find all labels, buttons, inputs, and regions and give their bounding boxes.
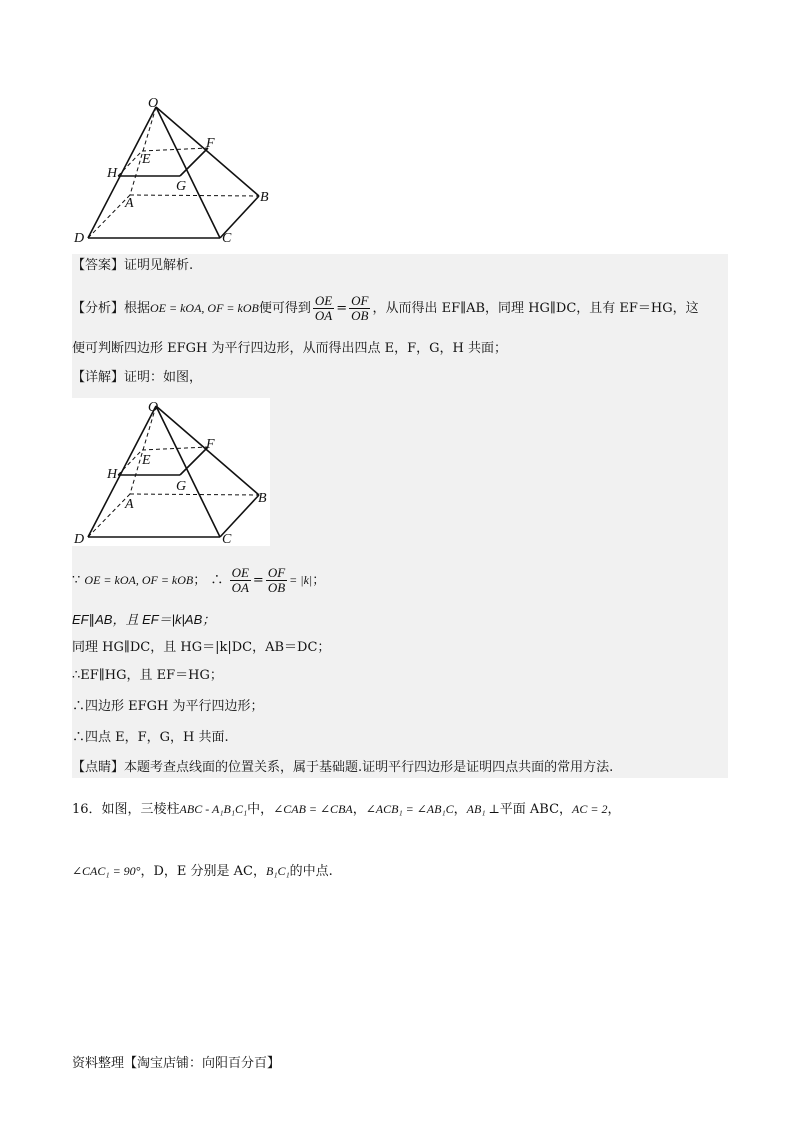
pyramid-figure-top <box>72 95 272 247</box>
label-g: G <box>176 179 187 194</box>
frac-num: OF <box>267 565 286 580</box>
label-e: E <box>142 453 151 468</box>
proof-line-6: ∴四边形 EFGH 为平行四边形； <box>72 699 264 714</box>
label-h: H <box>107 166 118 181</box>
label-b: B <box>260 190 269 205</box>
frac-den: OB <box>351 308 369 323</box>
label-c: C <box>222 532 232 546</box>
problem-end: 的中点. <box>289 864 333 879</box>
analysis-line-2: 便可判断四边形 EFGH 为平行四边形，从而得出四点 E，F，G，H 共面； <box>72 341 507 356</box>
label-d: D <box>74 231 85 246</box>
frac-of-ob <box>349 294 370 323</box>
problem-rest: ，D，E 分别是 AC， <box>140 864 266 879</box>
therefore-symbol: ∴ <box>210 573 224 588</box>
proof-line-7: ∴四点 E，F，G，H 共面. <box>72 730 229 745</box>
proof-line-5: ∴EF∥HG，且 EF＝HG； <box>72 668 223 683</box>
plane-text: 平面 ABC， <box>499 802 573 817</box>
label-f: F <box>206 437 215 452</box>
problem-in: 中， <box>247 802 274 817</box>
prism-notation: ABC - A₁B₁C₁ <box>179 802 248 816</box>
analysis-vectors: OE = kOA, OF = kOB <box>150 301 259 315</box>
pyramid-figure-detail <box>72 398 270 546</box>
analysis-prefix: 【分析】根据 <box>72 301 151 316</box>
frac-den: OA <box>231 580 249 595</box>
label-f: F <box>206 136 215 151</box>
problem-16-line-1: 16．如图，三棱柱ABC - A₁B₁C₁中，∠CAB = ∠CBA，∠ACB₁ = ∠AB₁C，AB₁ ⊥平面 ABC，AC = 2， <box>72 802 621 817</box>
frac-num: OE <box>231 565 249 580</box>
analysis-mid: 便可得到 <box>258 301 311 316</box>
cond-5: ∠CAC₁ = 90° <box>72 864 141 878</box>
abs-k: = |k| <box>289 573 313 587</box>
label-o: O <box>148 400 159 415</box>
label-c: C <box>222 231 232 246</box>
because-symbol: ∵ <box>72 573 81 588</box>
cond-1: ∠CAB = ∠CBA <box>273 802 353 816</box>
cond-2: ∠ACB₁ = ∠AB₁C <box>365 802 454 816</box>
label-d: D <box>74 532 85 546</box>
label-g: G <box>176 479 187 494</box>
proof-sep: ； <box>193 573 207 588</box>
analysis-line-1: 【分析】根据OE = kOA, OF = kOB便可得到 $\frac{OE}{OA}$ = $\frac{OF}{OB}$ ，从而得出 EF∥AB，同理 HG∥DC，且有 EF＝HG，这 <box>72 293 699 323</box>
frac-num: OF <box>351 293 369 308</box>
label-e: E <box>142 152 151 167</box>
proof-line-4: 同理 HG∥DC，且 HG＝|k|DC，AB＝DC； <box>72 640 331 655</box>
comma: ， <box>607 802 621 817</box>
frac-den: OB <box>267 580 286 595</box>
label-a: A <box>125 497 134 512</box>
b1c1: B₁C₁ <box>265 864 290 878</box>
proof-tail: ； <box>312 573 326 588</box>
proof-line-1: ∵ OE = kOA, OF = kOB； ∴ $\frac{OE}{OA}$ = $\frac{OF}{OB}$ = |k|； <box>72 565 326 595</box>
answer-line: 【答案】证明见解析. <box>72 258 194 273</box>
label-o: O <box>148 96 159 111</box>
frac-of-ob <box>266 566 287 595</box>
label-a: A <box>125 196 134 211</box>
comment-line: 【点睛】本题考查点线面的位置关系，属于基础题.证明平行四边形是证明四点共面的常用方法. <box>72 760 614 775</box>
frac-num: OE <box>314 293 333 308</box>
problem-number: 16．如图，三棱柱 <box>72 802 180 817</box>
label-h: H <box>107 467 118 482</box>
label-b: B <box>258 491 267 506</box>
analysis-suffix: ，从而得出 EF∥AB，同理 HG∥DC，且有 EF＝HG，这 <box>372 301 699 316</box>
problem-16-line-2 <box>72 858 333 885</box>
frac-oe-oa <box>230 566 251 595</box>
proof-vectors: OE = kOA, OF = kOB <box>84 573 194 587</box>
cond-3: AB₁ ⊥ <box>466 802 500 816</box>
frac-den: OA <box>314 308 333 323</box>
detail-heading: 【详解】证明：如图， <box>72 370 203 385</box>
frac-oe-oa <box>313 294 334 323</box>
cond-4: AC = 2 <box>572 802 608 816</box>
proof-line-3: EF∥AB，且 EF＝|k|AB； <box>72 612 216 627</box>
footer-source: 资料整理【淘宝店铺：向阳百分百】 <box>72 1056 281 1071</box>
